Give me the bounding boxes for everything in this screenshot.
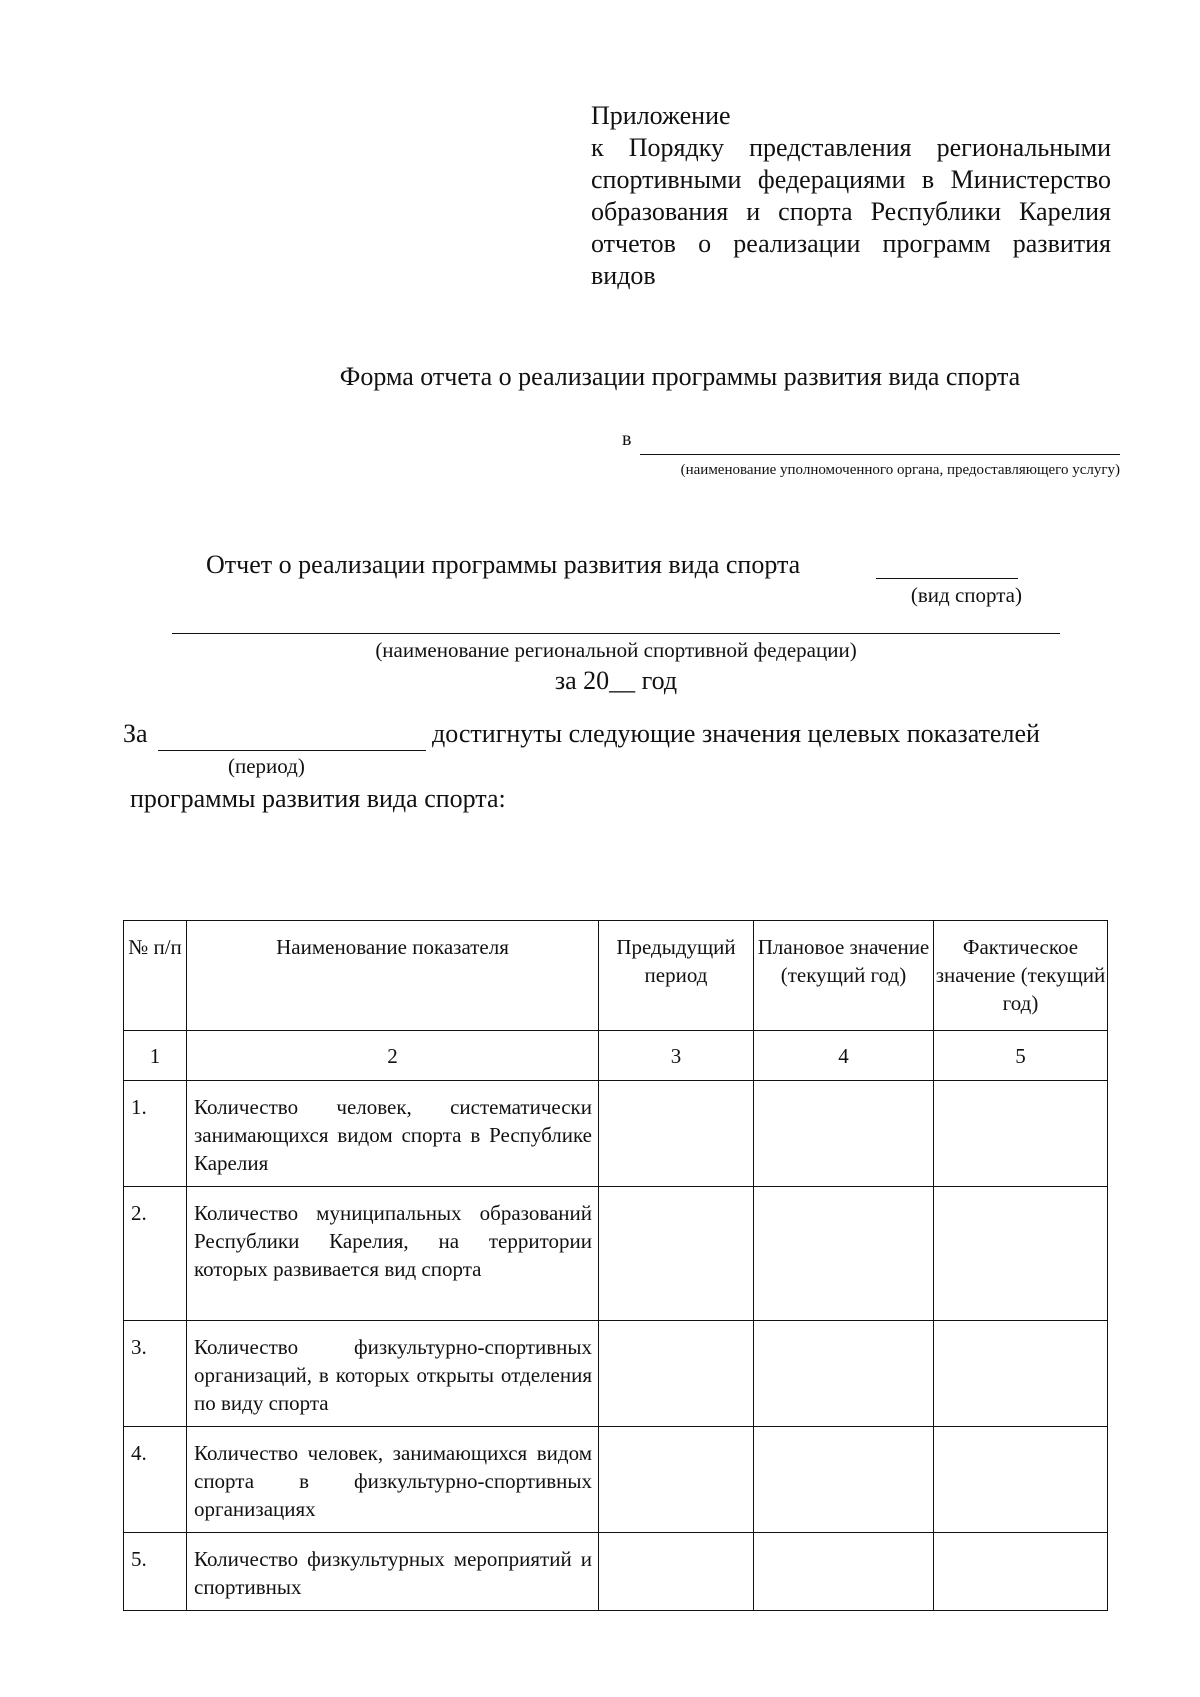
federation-fill-line: [172, 633, 1060, 634]
table-row: [124, 1321, 1108, 1427]
actual-value-cell[interactable]: [934, 1533, 1108, 1611]
indicator-name: Количество человек, систематически занимающихся видом спорта в Республике Карелия: [187, 1081, 599, 1187]
table-row: [124, 1187, 1108, 1321]
header-previous: Предыдущий период: [599, 921, 754, 1031]
row-number: 1.: [124, 1081, 187, 1187]
header-indicator: Наименование показателя: [187, 921, 599, 1031]
row-number: 3.: [124, 1321, 187, 1427]
table-header-row: [124, 921, 1108, 1031]
federation-caption: (наименование региональной спортивной федерации): [375, 638, 857, 662]
actual-value-cell[interactable]: [934, 1427, 1108, 1533]
period-tail: программы развития вида спорта:: [130, 784, 506, 813]
period-fill-line: [158, 750, 426, 751]
header-planned: Плановое значение (текущий год): [754, 921, 934, 1031]
appendix-body: к Порядку представления региональными спортивными федерациями в Министерство образования и спорта Республики Карелия отчетов о реализации программ развития видов: [591, 133, 1111, 290]
report-year-line: за 20__ год: [554, 666, 678, 695]
table-row: [124, 1081, 1108, 1187]
planned-value-cell[interactable]: [754, 1321, 934, 1427]
actual-value-cell[interactable]: [934, 1081, 1108, 1187]
previous-value-cell[interactable]: [599, 1427, 754, 1533]
indicators-table: [123, 920, 1108, 1611]
recipient-caption: (наименование уполномоченного органа, предоставляющего услугу): [680, 462, 1120, 478]
column-number: 1: [124, 1031, 187, 1081]
previous-value-cell[interactable]: [599, 1187, 754, 1321]
column-number: 2: [187, 1031, 599, 1081]
table-row: [124, 1533, 1108, 1611]
column-number: 5: [934, 1031, 1108, 1081]
row-number: 2.: [124, 1187, 187, 1321]
previous-value-cell[interactable]: [599, 1081, 754, 1187]
indicator-name: Количество физкультурных мероприятий и спортивных: [187, 1533, 599, 1611]
indicator-name: Количество человек, занимающихся видом спорта в физкультурно-спортивных организациях: [187, 1427, 599, 1533]
indicator-name: Количество физкультурно-спортивных организаций, в которых открыты отделения по виду спорта: [187, 1321, 599, 1427]
sport-caption: (вид спорта): [910, 583, 1022, 607]
actual-value-cell[interactable]: [934, 1321, 1108, 1427]
header-actual: Фактическое значение (текущий год): [934, 921, 1108, 1031]
sport-fill-line: [876, 578, 1018, 579]
previous-value-cell[interactable]: [599, 1533, 754, 1611]
column-number: 3: [599, 1031, 754, 1081]
table-row: [124, 1427, 1108, 1533]
appendix-block: [591, 100, 1111, 292]
column-number: 4: [754, 1031, 934, 1081]
indicator-name: Количество муниципальных образований Республики Карелия, на территории которых развивается вид спорта: [187, 1187, 599, 1321]
header-number: № п/п: [124, 921, 187, 1031]
planned-value-cell[interactable]: [754, 1533, 934, 1611]
column-number-row: [124, 1031, 1108, 1081]
period-caption: (период): [228, 754, 305, 778]
planned-value-cell[interactable]: [754, 1427, 934, 1533]
report-title: Отчет о реализации программы развития вида спорта: [206, 550, 801, 579]
period-text: достигнуты следующие значения целевых показателей: [432, 719, 1040, 748]
previous-value-cell[interactable]: [599, 1321, 754, 1427]
period-prefix: За: [123, 719, 148, 748]
row-number: 4.: [124, 1427, 187, 1533]
planned-value-cell[interactable]: [754, 1187, 934, 1321]
actual-value-cell[interactable]: [934, 1187, 1108, 1321]
row-number: 5.: [124, 1533, 187, 1611]
form-title: Форма отчета о реализации программы развития вида спорта: [339, 362, 1021, 391]
planned-value-cell[interactable]: [754, 1081, 934, 1187]
appendix-title: Приложение: [591, 101, 731, 130]
recipient-fill-line: [640, 454, 1120, 455]
recipient-prefix: в: [622, 428, 632, 450]
